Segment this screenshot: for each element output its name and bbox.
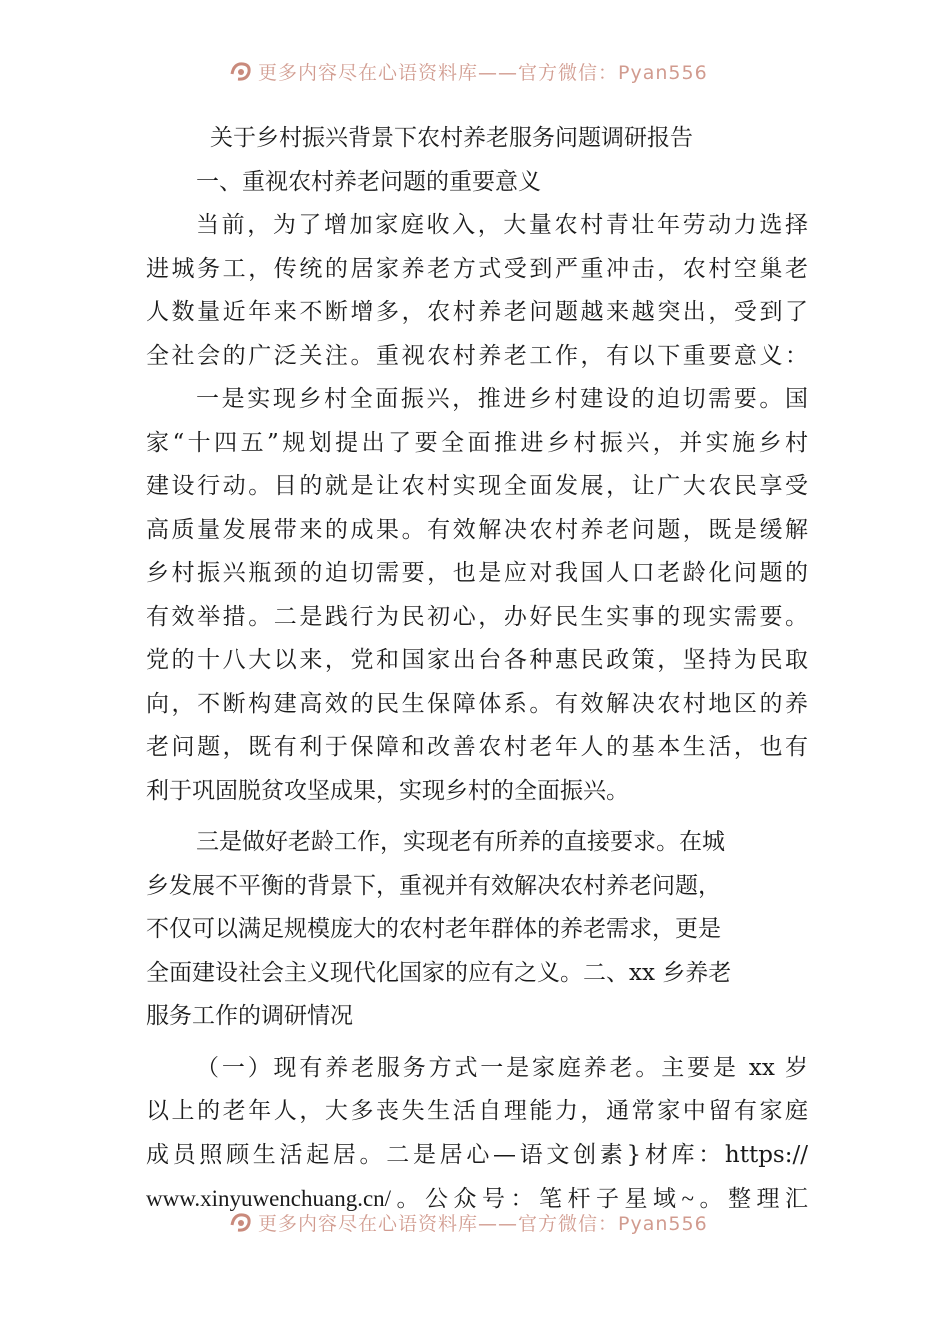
paragraph-line: 乡村振兴瓶颈的迫切需要，也是应对我国人口老龄化问题的 [146, 560, 808, 586]
header-watermark-banner [228, 56, 728, 86]
paragraph-line: 进城务工，传统的居家养老方式受到严重冲击，农村空巢老 [146, 255, 808, 282]
paragraph-line: 利于巩固脱贫攻坚成果，实现乡村的全面振兴。 [146, 777, 629, 804]
paragraph-line: 家“十四五”规划提出了要全面推进乡村振兴，并实施乡村 [146, 429, 808, 456]
watermark-logo-icon [228, 58, 254, 84]
paragraph-4 [146, 1047, 808, 1221]
paragraph-line: 向，不断构建高效的民生保障体系。有效解决农村地区的养 [146, 690, 808, 717]
paragraph-line: 建设行动。目的就是让农村实现全面发展，让广大农民享受 [146, 473, 808, 499]
paragraph-line: 服务工作的调研情况 [146, 1003, 353, 1029]
watermark-text: 更多内容尽在心语资料库——官方微信：Pyan556 [258, 61, 708, 84]
document-body [146, 117, 808, 1221]
paragraph-line: 有效举措。二是践行为民初心，办好民生实事的现实需要。 [146, 603, 808, 630]
paragraph-line: 老问题，既有利于保障和改善农村老年人的基本生活，也有 [146, 734, 808, 760]
paragraph-line: 乡发展不平衡的背景下，重视并有效解决农村养老问题， [146, 872, 721, 899]
watermark-text: 更多内容尽在心语资料库——官方微信：Pyan556 [258, 1212, 708, 1235]
paragraph-line: 全社会的广泛关注。重视农村养老工作，有以下重要意义： [146, 342, 808, 369]
paragraph-2 [146, 378, 808, 813]
paragraph-3 [146, 821, 808, 1039]
paragraph-line: 不仅可以满足规模庞大的农村老年群体的养老需求，更是 [146, 916, 721, 942]
paragraph-line: 当前，为了增加家庭收入，大量农村青壮年劳动力选择 [196, 212, 808, 238]
paragraph-line: 三是做好老龄工作，实现老有所养的直接要求。在城 [196, 829, 725, 855]
section-heading-1: 一、重视农村养老问题的重要意义 [196, 168, 541, 195]
watermark-logo-icon [228, 1209, 254, 1235]
paragraph-line: 以上的老年人，大多丧失生活自理能力，通常家中留有家庭 [146, 1098, 808, 1124]
paragraph-1 [146, 204, 808, 378]
paragraph-line: 全面建设社会主义现代化国家的应有之义。二、xx 乡养老 [146, 959, 732, 986]
paragraph-line: 一是实现乡村全面振兴，推进乡村建设的迫切需要。国 [196, 386, 808, 412]
document-title: 关于乡村振兴背景下农村养老服务问题调研报告 [210, 125, 693, 151]
paragraph-line: 党的十八大以来，党和国家出台各种惠民政策，坚持为民取 [146, 647, 808, 673]
paragraph-line: 高质量发展带来的成果。有效解决农村养老问题，既是缓解 [146, 516, 808, 543]
paragraph-line: 成员照顾生活起居。二是居心—语文创素}材库：https:// [146, 1141, 808, 1168]
paragraph-line: 人数量近年来不断增多，农村养老问题越来越突出，受到了 [146, 299, 808, 325]
paragraph-line: www.xinyuwenchuang.cn/。公众号：笔杆子星域~。整理汇 [146, 1186, 808, 1211]
paragraph-line: （一）现有养老服务方式一是家庭养老。主要是 xx 岁 [196, 1054, 808, 1081]
footer-watermark-banner [228, 1207, 728, 1237]
